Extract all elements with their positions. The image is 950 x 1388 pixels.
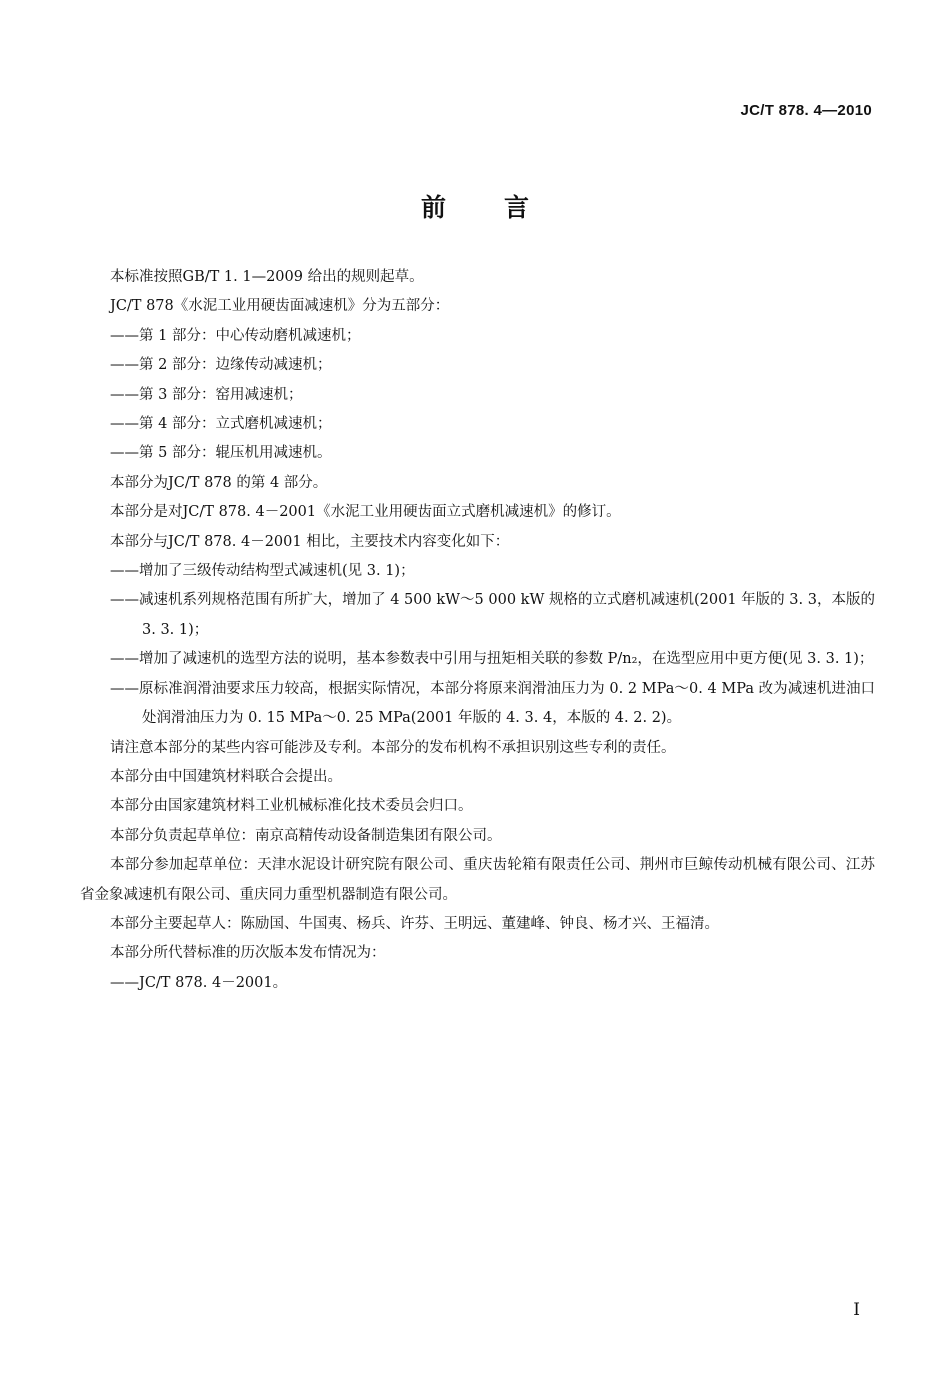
paragraph: 本部分所代替标准的历次版本发布情况为： [110,945,386,962]
page-number: I [853,1300,860,1320]
list-item: ——第 2 部分：边缘传动减速机； [110,357,332,374]
paragraph: 本部分由中国建筑材料联合会提出。 [110,768,342,785]
list-item: ——第 5 部分：辊压机用减速机。 [110,445,332,462]
list-item: ——第 3 部分：窑用减速机； [110,386,303,403]
page-title: 前言 [420,193,587,222]
list-item: ——第 4 部分：立式磨机减速机； [110,416,332,433]
paragraph: 本标准按照GB/T 1. 1—2009 给出的规则起草。 [110,269,424,285]
paragraph: 本部分与JC/T 878. 4－2001 相比，主要技术内容变化如下： [110,533,510,550]
paragraph: 本部分为JC/T 878 的第 4 部分。 [110,474,328,491]
list-item: ——减速机系列规格范围有所扩大，增加了 4 500 kW～5 000 kW 规格的立式磨机减速机(2001 年版的 3. 3，本版的 3. 3. 1)； [110,592,875,638]
paragraph: 本部分参加起草单位：天津水泥设计研究院有限公司、重庆齿轮箱有限责任公司、荆州市巨鲸传动机械有限公司、江苏省金象减速机有限公司、重庆同力重型机器制造有限公司。 [80,857,875,903]
standard-code: JC/T 878. 4—2010 [740,102,872,119]
paragraph: 本部分主要起草人：陈励国、牛国夷、杨兵、许芬、王明远、董建峰、钟良、杨才兴、王福清。 [110,915,719,932]
list-item: ——增加了减速机的选型方法的说明，基本参数表中引用与扭矩相关联的参数 P/n₂，在选型应用中更方便(见 3. 3. 1)； [110,651,874,668]
document-body [80,263,875,998]
paragraph: 请注意本部分的某些内容可能涉及专利。本部分的发布机构不承担识别这些专利的责任。 [110,739,676,756]
list-item: ——增加了三级传动结构型式减速机(见 3. 1)； [110,563,415,580]
list-item: ——JC/T 878. 4－2001。 [110,974,288,991]
paragraph: 本部分负责起草单位：南京高精传动设备制造集团有限公司。 [110,827,502,844]
list-item: ——原标准润滑油要求压力较高，根据实际情况，本部分将原来润滑油压力为 0. 2 MPa～0. 4 MPa 改为减速机进油口处润滑油压力为 0. 15 MPa～0. 25 MPa(2001 年版的 4. 3. 4，本版的 4. 2. 2)。 [110,680,875,727]
paragraph: JC/T 878《水泥工业用硬齿面减速机》分为五部分： [110,298,450,315]
paragraph: 本部分由国家建筑材料工业机械标准化技术委员会归口。 [110,798,473,815]
paragraph: 本部分是对JC/T 878. 4－2001《水泥工业用硬齿面立式磨机减速机》的修订。 [110,504,621,521]
list-item: ——第 1 部分：中心传动磨机减速机； [110,327,361,344]
